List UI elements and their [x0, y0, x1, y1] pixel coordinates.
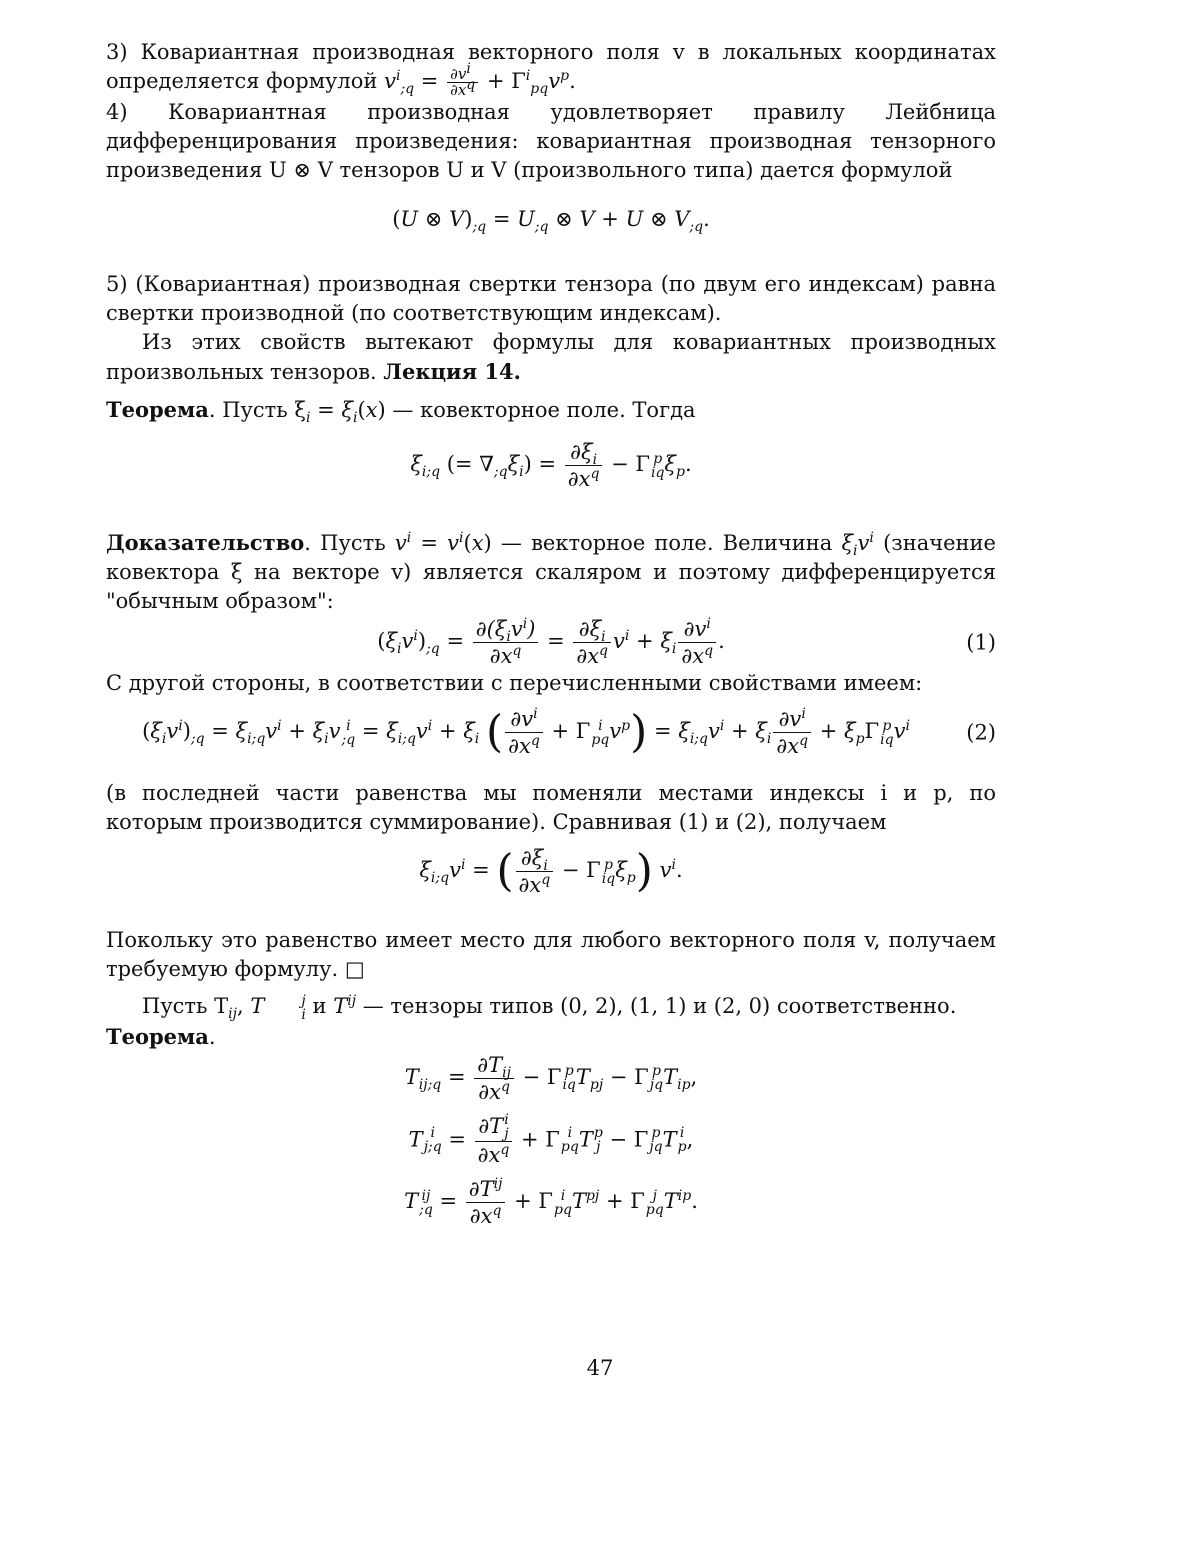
- paragraph-other-side: С другой стороны, в соответствии с перечисленными свойствами имеем:: [106, 669, 996, 698]
- paragraph-conclusion: Покольку это равенство имеет место для любого векторного поля v, получаем требуемую формулу. □: [106, 926, 996, 984]
- formula-tensor-02: Tij;q = ∂Tij ∂xq − Γ p iq Tpj − Γ p jq Tip,: [106, 1052, 996, 1105]
- formula-2: (ξivi);q = ξi;qvi + ξiv i ;q = ξi;qvi + ξi ( ∂vi ∂xq + Γ i pq vp) = ξi;qvi + ξi ∂vi ∂xq + ξpΓ p iq vi (2): [106, 706, 996, 759]
- paragraph-property-4: 4) Ковариантная производная удовлетворяет правилу Лейбница дифференцирования произведения: ковариантная производная тензорного произведения U ⊗ V тензоров U и V (произвольного типа) дается формулой: [106, 98, 996, 185]
- fraction: ∂Tij ∂xq: [466, 1176, 506, 1229]
- paragraph-consequences: Из этих свойств вытекают формулы для ковариантных производных произвольных тензоров. Лекция 14.: [106, 328, 996, 387]
- formula-comparison: ξi;qvi = ( ∂ξi ∂xq − Γ p iq ξp) vi.: [106, 845, 996, 898]
- formula-covector-derivative: ξi;q (= ∇;qξi) = ∂ξi ∂xq − Γ p iq ξp.: [106, 439, 996, 492]
- fraction: ∂ξi ∂xq: [573, 616, 611, 669]
- fraction: ∂ξi ∂xq: [516, 845, 554, 898]
- formula-leibniz: (U ⊗ V);q = U;q ⊗ V + U ⊗ V;q.: [106, 205, 996, 234]
- theorem-tensors-heading: Теорема.: [106, 1022, 996, 1052]
- formula-1: (ξivi);q = ∂(ξivi) ∂xq = ∂ξi ∂xq vi + ξi ∂vi ∂xq . (1): [106, 616, 996, 669]
- fraction: ∂vi ∂xq: [773, 706, 811, 759]
- theorem-covector: Теорема. Пусть ξi = ξi(x) — ковекторное поле. Тогда: [106, 395, 996, 425]
- formula-tensor-11: T i j;q = ∂T i j ∂xq + Γ i pq T p j − Γ p jq T i p ,: [106, 1113, 996, 1169]
- fraction: ∂vi ∂xq: [678, 616, 716, 669]
- fraction: ∂Tij ∂xq: [474, 1052, 514, 1105]
- fraction: ∂vi ∂xq: [505, 706, 543, 759]
- fraction: ∂T i j ∂xq: [475, 1113, 513, 1169]
- fraction: ∂(ξivi) ∂xq: [473, 616, 539, 669]
- equation-number: (1): [966, 628, 996, 657]
- fraction: ∂ξi ∂xq: [565, 439, 603, 492]
- paragraph-tensors: Пусть Tij, T j i и Tij — тензоры типов (0, 2), (1, 1) и (2, 0) соответственно.: [106, 992, 996, 1022]
- paragraph-property-5: 5) (Ковариантная) производная свертки тензора (по двум его индексам) равна свертки производной (по соответствующим индексам).: [106, 270, 996, 328]
- page-number: 47: [0, 1356, 1200, 1380]
- proof: Доказательство. Пусть vi = vi(x) — векторное поле. Величина ξivi (значение ковектора ξ на векторе v) является скаляром и поэтому дифференцируется "обычным образом":: [106, 528, 996, 616]
- lecture-heading: Лекция 14.: [383, 359, 521, 384]
- equation-number: (2): [966, 718, 996, 747]
- fraction: ∂vi ∂xq: [447, 67, 478, 98]
- paragraph-property-3: 3) Ковариантная производная векторного поля v в локальных координатах определяется формулой vi;q = ∂vi ∂xq + Γipqvp.: [106, 38, 996, 98]
- formula-tensor-20: T ij ;q = ∂Tij ∂xq + Γ i pq Tpj + Γ j pq Tip.: [106, 1176, 996, 1229]
- page-body: [106, 38, 996, 1229]
- paragraph-after-eq2: (в последней части равенства мы поменяли местами индексы i и p, по которым производится суммирование). Сравнивая (1) и (2), получаем: [106, 779, 996, 837]
